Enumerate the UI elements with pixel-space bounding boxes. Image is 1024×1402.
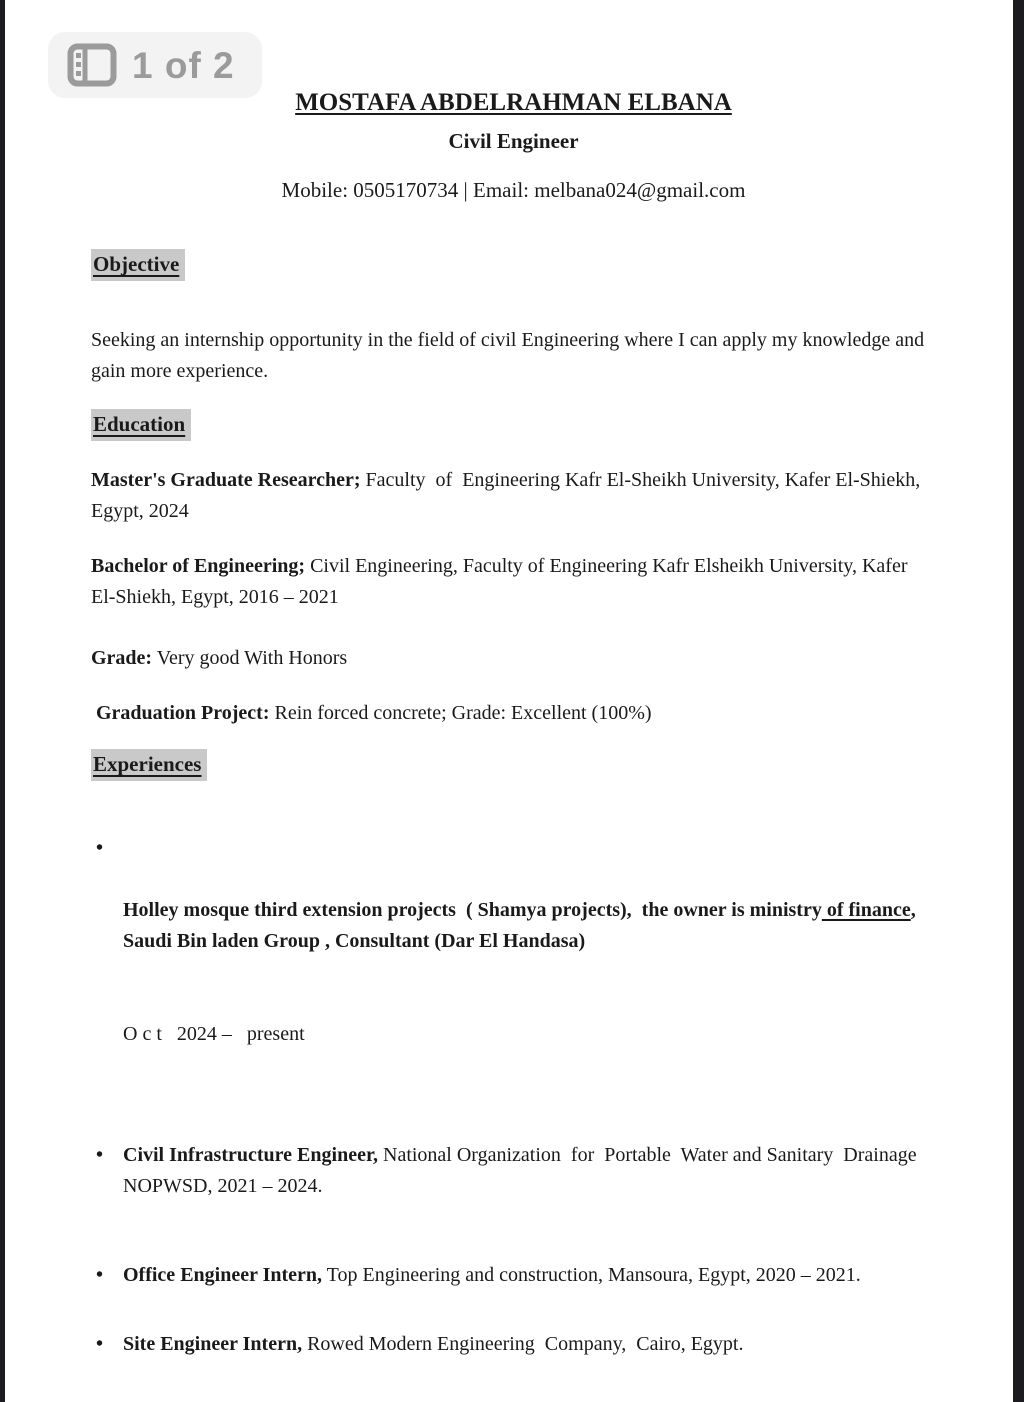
masters-degree-details: Faculty of Engineering Kafr El-Sheikh University, Kafer El-Shiekh, Egypt, 2024 <box>91 469 926 522</box>
page-indicator-badge[interactable] <box>48 32 262 98</box>
experience-title: Civil Infrastructure Engineer, <box>123 1144 378 1166</box>
experience-item-civil-infrastructure <box>96 1140 936 1202</box>
education-heading-row <box>91 409 936 441</box>
experiences-list <box>91 833 936 1360</box>
grade-value: Very good With Honors <box>152 647 348 669</box>
experience-item-office-engineer <box>96 1260 936 1291</box>
education-heading: Education <box>91 409 191 441</box>
resume-job-title: Civil Engineer <box>448 129 579 153</box>
objective-heading: Objective <box>91 249 185 281</box>
experience-text <box>123 1260 936 1291</box>
education-bachelor-item <box>91 551 936 613</box>
experience-details: National Organization for Portable Water and Sanitary Drainage NOPWSD, 2021 – 2024. <box>123 1144 927 1197</box>
bullet-marker: • <box>96 1264 104 1286</box>
experiences-heading: Experiences <box>91 749 207 781</box>
graduation-project-label: Graduation Project: <box>91 702 270 724</box>
bullet-marker: • <box>96 1333 104 1355</box>
objective-body: Seeking an internship opportunity in the field of civil Engineering where I can apply my knowledge and gain more experience. <box>91 329 930 382</box>
experience-title: Site Engineer Intern, <box>123 1333 303 1355</box>
resume-contact-line: Mobile: 0505170734 | Email: melbana024@gmail.com <box>281 178 746 202</box>
experience-text <box>123 833 936 1112</box>
bachelor-degree-details: Civil Engineering, Faculty of Engineering Kafr Elsheikh University, Kafer El-Shiekh, Egypt, 2016 – 2021 <box>91 555 913 608</box>
page-indicator-label: 1 of 2 <box>132 44 235 86</box>
experiences-heading-row <box>91 749 936 781</box>
resume-name: MOSTAFA ABDELRAHMAN ELBANA <box>295 89 732 116</box>
grade-label: Grade: <box>91 647 153 669</box>
experience-title: Office Engineer Intern, <box>123 1264 323 1286</box>
experience-item-site-engineer <box>96 1329 936 1360</box>
graduation-project-line <box>91 698 936 729</box>
experience-details: Rowed Modern Engineering Company, Cairo, Egypt. <box>302 1333 744 1355</box>
resume-content <box>5 0 936 1400</box>
grade-line <box>91 643 936 674</box>
thumbnail-panel-icon <box>67 43 117 87</box>
experience-date-line: O c t 2024 – present <box>123 1023 305 1045</box>
bullet-marker: • <box>96 1144 104 1166</box>
experience-title-underlined: of finance <box>821 899 911 921</box>
masters-degree-title: Master's Graduate Researcher; <box>91 469 361 491</box>
experience-details: Top Engineering and construction, Mansoura, Egypt, 2020 – 2021. <box>322 1264 861 1286</box>
document-page <box>5 0 1013 1402</box>
bachelor-degree-title: Bachelor of Engineering; <box>91 555 306 577</box>
experience-title: Holley mosque third extension projects ( Shamya projects), the owner is ministry <box>123 899 822 921</box>
experience-title-tail: , Saudi Bin laden Group , Consultant (Dar El Handasa) <box>123 899 921 952</box>
experience-text <box>123 1140 936 1202</box>
objective-heading-row <box>91 249 936 281</box>
experience-title-line <box>123 895 936 957</box>
education-masters-item <box>91 465 936 527</box>
experience-text <box>123 1329 936 1360</box>
bullet-marker: • <box>96 837 104 859</box>
graduation-project-value: Rein forced concrete; Grade: Excellent (100%) <box>269 702 652 724</box>
experience-item-holley-mosque <box>96 833 936 1112</box>
